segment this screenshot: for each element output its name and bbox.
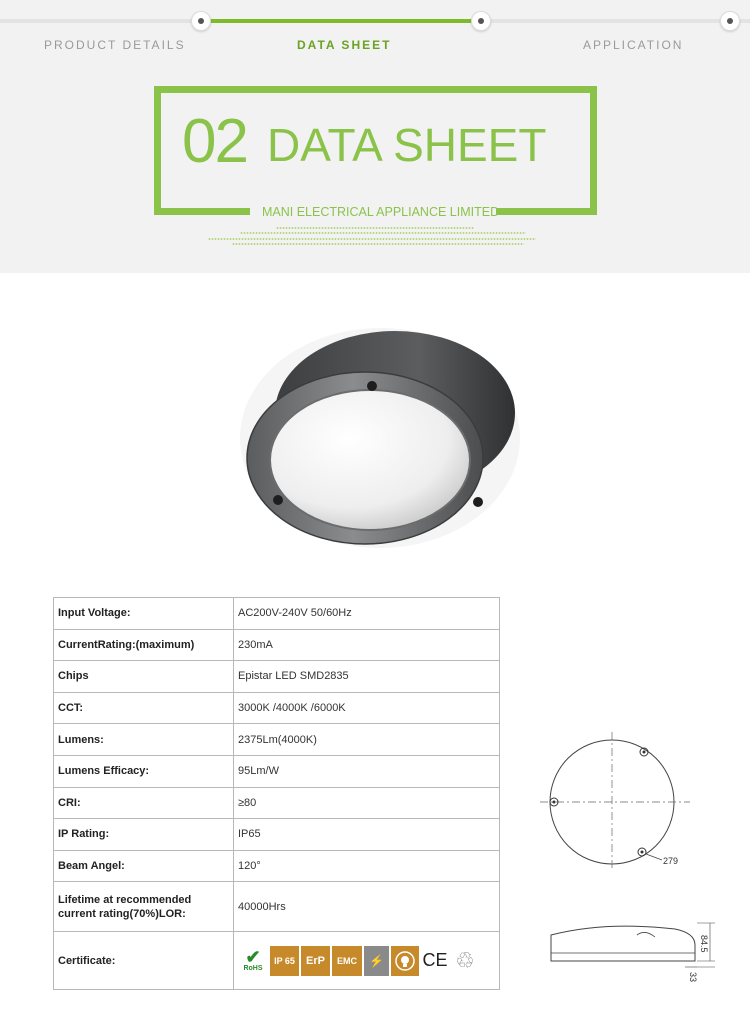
spec-value: 3000K /4000K /6000K xyxy=(234,692,500,724)
rohs-label: RoHS xyxy=(243,965,263,973)
spec-value: ≥80 xyxy=(234,787,500,819)
product-image xyxy=(240,318,520,558)
emc-icon: EMC xyxy=(332,946,362,976)
spec-value-certificates xyxy=(234,932,500,990)
decorative-dots-1 xyxy=(276,227,474,229)
table-row xyxy=(54,724,500,756)
tab-application[interactable]: APPLICATION xyxy=(583,38,684,52)
section-number: 02 xyxy=(182,107,247,176)
section-title: DATA SHEET xyxy=(267,119,547,171)
header-band xyxy=(0,0,750,273)
ip65-icon: IP 65 xyxy=(270,946,299,976)
tab-product-details[interactable]: PRODUCT DETAILS xyxy=(44,38,186,52)
diameter-dimension: 279 xyxy=(663,856,679,866)
spec-value: 230mA xyxy=(234,629,500,661)
table-row xyxy=(54,629,500,661)
table-row xyxy=(54,932,500,990)
spec-key: IP Rating: xyxy=(54,819,234,851)
spec-key: Input Voltage: xyxy=(54,598,234,630)
spec-key: Lumens: xyxy=(54,724,234,756)
decorative-dots-3 xyxy=(208,238,536,240)
spec-value: IP65 xyxy=(234,819,500,851)
table-row xyxy=(54,882,500,932)
spec-key: Lumens Efficacy: xyxy=(54,755,234,787)
table-row xyxy=(54,661,500,693)
progress-node-1[interactable] xyxy=(191,11,211,31)
spec-value: 40000Hrs xyxy=(234,882,500,932)
spec-value: 95Lm/W xyxy=(234,755,500,787)
spec-value: 2375Lm(4000K) xyxy=(234,724,500,756)
spec-value: Epistar LED SMD2835 xyxy=(234,661,500,693)
table-row xyxy=(54,819,500,851)
spec-key: CRI: xyxy=(54,787,234,819)
decorative-dots-2 xyxy=(240,232,526,234)
spec-key: CCT: xyxy=(54,692,234,724)
spec-table xyxy=(53,597,500,990)
spec-key: Beam Angel: xyxy=(54,850,234,882)
height-dimension: 84.5 xyxy=(699,935,709,953)
company-name: MANI ELECTRICAL APPLIANCE LIMITED xyxy=(262,205,500,219)
spec-key: CurrentRating:(maximum) xyxy=(54,629,234,661)
top-view-drawing xyxy=(540,732,700,872)
spec-key: Chips xyxy=(54,661,234,693)
table-row xyxy=(54,755,500,787)
spec-key: Certificate: xyxy=(54,932,234,990)
table-row xyxy=(54,787,500,819)
base-dimension: 33 xyxy=(688,972,698,983)
led-bulb-icon xyxy=(391,946,419,976)
certificate-logos xyxy=(238,946,495,976)
decorative-dots-4 xyxy=(232,243,524,245)
side-view-drawing xyxy=(545,915,725,995)
rohs-icon: ✔ RoHS xyxy=(243,947,263,973)
table-row xyxy=(54,692,500,724)
erp-icon: ErP xyxy=(301,946,330,976)
spec-key: Lifetime at recommended current rating(70%)LOR: xyxy=(54,882,234,932)
recycle-icon: ♲ xyxy=(455,947,475,973)
progress-node-3[interactable] xyxy=(720,11,740,31)
progress-node-2[interactable] xyxy=(471,11,491,31)
progress-track-active xyxy=(200,19,480,23)
table-row xyxy=(54,598,500,630)
spec-value: 120° xyxy=(234,850,500,882)
table-row xyxy=(54,850,500,882)
tab-data-sheet[interactable]: DATA SHEET xyxy=(297,38,392,52)
spec-value: AC200V-240V 50/60Hz xyxy=(234,598,500,630)
ce-icon: CE xyxy=(422,950,448,971)
driver-icon: ⚡ xyxy=(364,946,389,976)
